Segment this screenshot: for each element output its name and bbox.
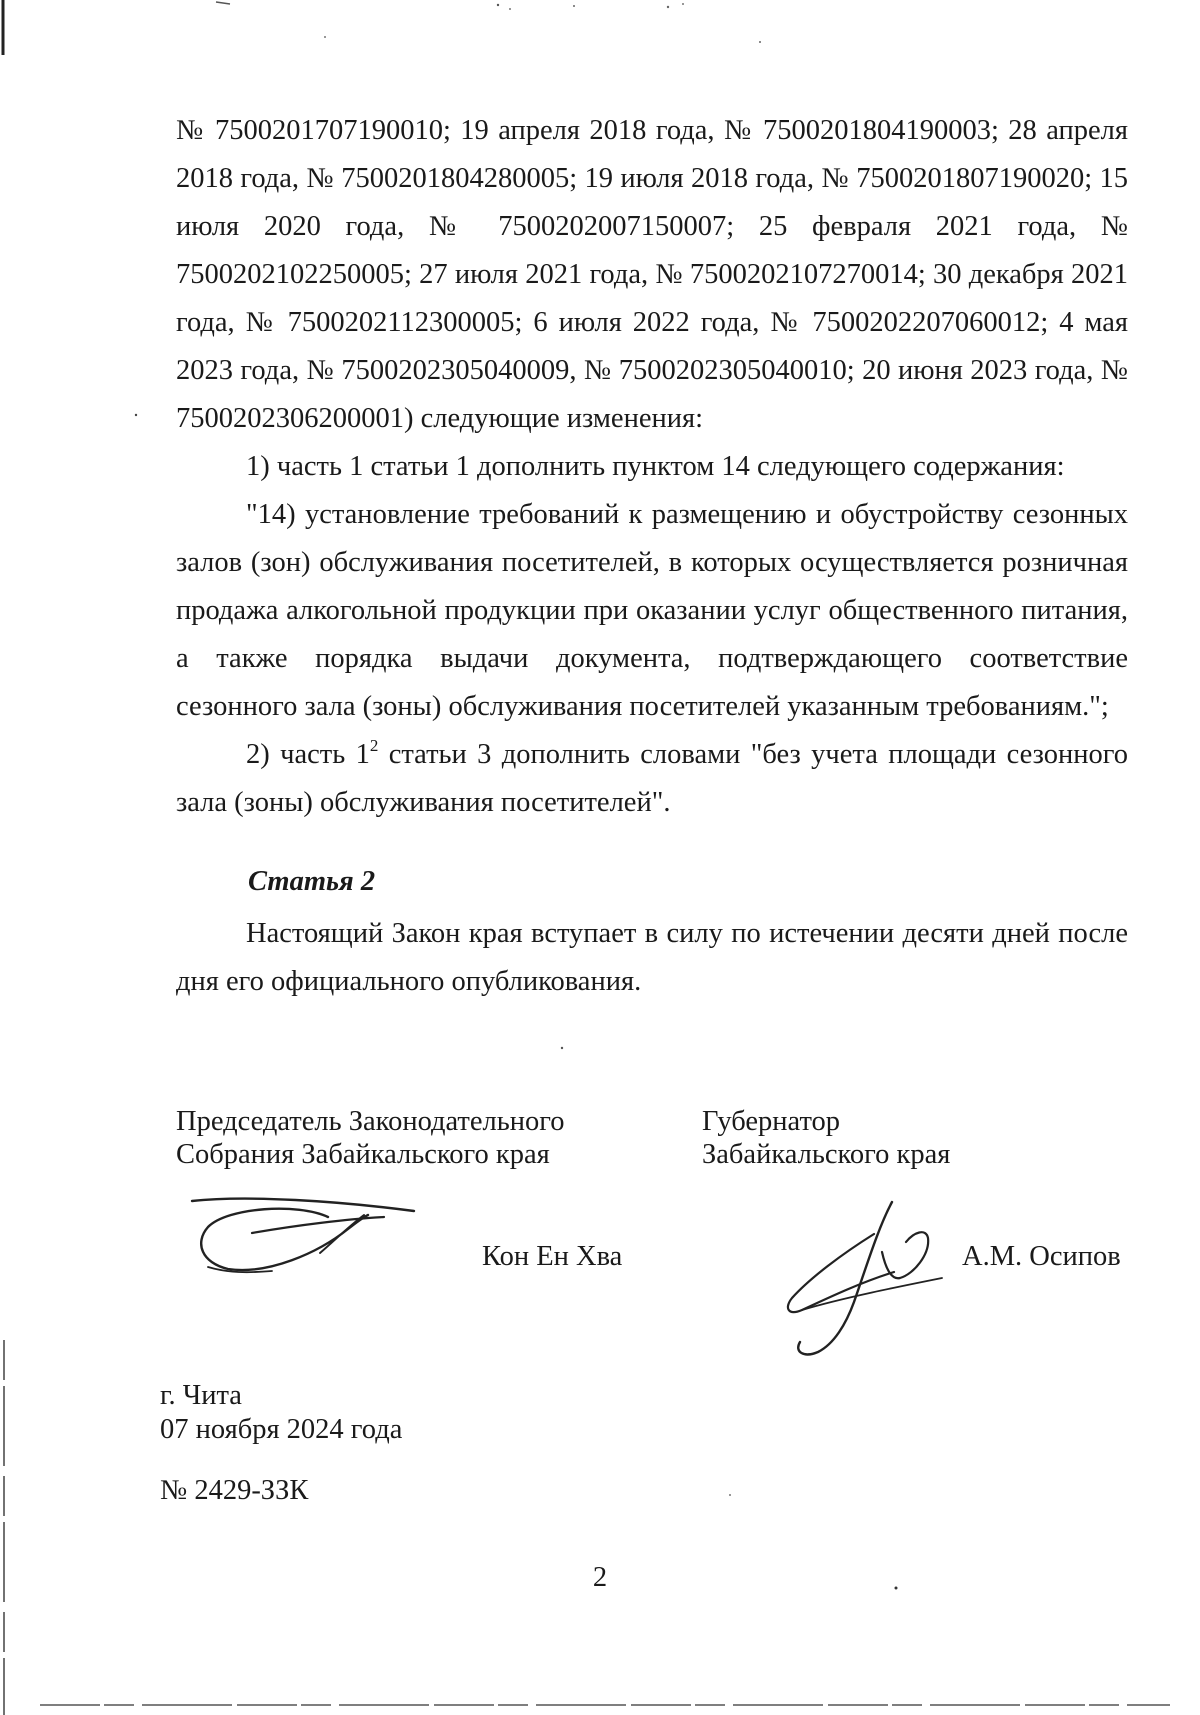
amendment-item-2-superscript: 2 [369,736,379,755]
article-2-heading: Статья 2 [248,866,376,897]
right-signature-image [782,1198,952,1360]
article-2-body [176,910,1128,1006]
right-signatory-title-line-2: Забайкальского края [702,1139,951,1170]
amendment-item-1-quote: "14) установление требований к размещению и обустройству сезонных залов (зон) обслуживания посетителей, в которых осуществляется розничная продажа алкогольной продукции при оказании услуг общественного питания, а также порядка выдачи документа, подтверждающего соответствие сезонного зала (зоны) обслуживания посетителей указанным требованиям."; [176,499,1128,722]
right-signatory-title [702,1105,950,1171]
left-signatory-title-line-1: Председатель Законодательного [176,1106,565,1137]
body-text [176,107,1128,827]
left-signatory-name: Кон Ен Хва [482,1241,623,1272]
left-signatory-title [176,1105,564,1171]
amendment-item-1: 1) часть 1 статьи 1 дополнить пунктом 14 следующего содержания: [246,451,1065,482]
left-signatory-title-line-2: Собрания Забайкальского края [176,1139,550,1170]
page-number: 2 [592,1562,608,1593]
article-2-text: Настоящий Закон края вступает в силу по истечении десяти дней после дня его официального опубликования. [176,918,1128,997]
footer-date: 07 ноября 2024 года [160,1414,403,1445]
amendment-item-2-end: статьи 3 дополнить словами "без учета площади сезонного зала (зоны) обслуживания посетителей". [176,739,1128,818]
body-paragraph-numbers: № 7500201707190010; 19 апреля 2018 года, № 7500201804190003; 28 апреля 2018 года, № 7500201804280005; 19 июля 2018 года, № 7500201807190020; 15 июля 2020 года, № 7500202007150007; 25 февраля 2021 года, № 7500202102250005; 27 июля 2021 года, № 7500202107270014; 30 декабря 2021 года, № 7500202112300005; 6 июля 2022 года, № 7500202207060012; 4 мая 2023 года, № 7500202305040009, № 7500202305040010; 20 июня 2023 года, № 7500202306200001) следующие изменения: [176,115,1128,434]
left-signature-image [188,1193,428,1283]
amendment-item-2-start: 2) часть 1 [246,739,370,770]
amendment-item-2 [176,731,1128,827]
law-number: № 2429-ЗЗК [160,1475,309,1506]
footer-city: г. Чита [160,1380,242,1411]
right-signatory-title-line-1: Губернатор [702,1106,841,1137]
right-signatory-name: А.М. Осипов [962,1241,1121,1272]
